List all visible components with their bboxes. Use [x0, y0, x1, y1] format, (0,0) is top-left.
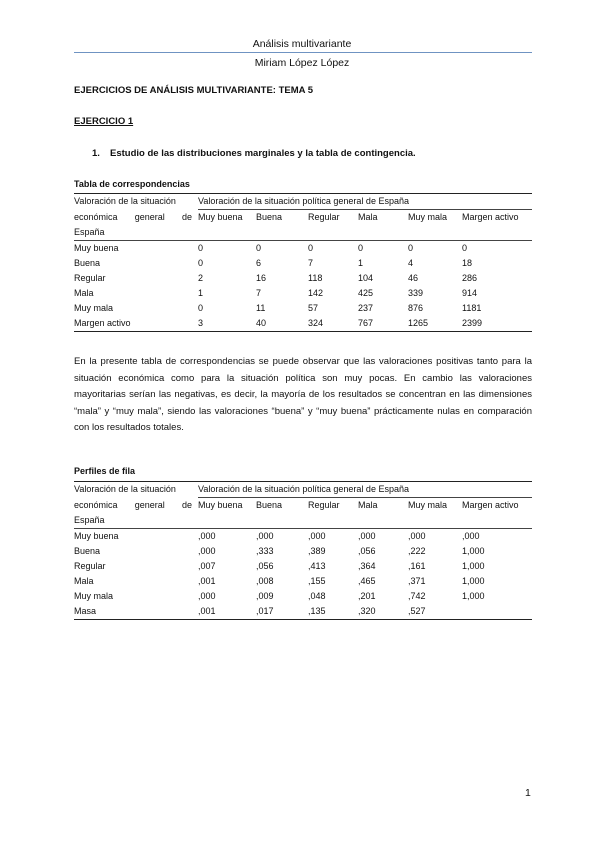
table-cell: 57 — [308, 303, 319, 313]
table-cell: ,371 — [408, 576, 426, 586]
table-cell: 339 — [408, 288, 424, 298]
running-header-title: Análisis multivariante — [252, 38, 352, 50]
table-cell: ,000 — [408, 529, 462, 545]
table-cell: 1,000 — [462, 561, 485, 571]
table-cell: ,000 — [462, 529, 532, 545]
table-cell: 11 — [256, 303, 266, 313]
row-label: Mala — [74, 288, 94, 298]
table-cell: 1,000 — [462, 591, 485, 601]
table-cell: ,000 — [198, 546, 216, 556]
column-header: Margen activo — [462, 500, 519, 510]
row-label: Buena — [74, 546, 101, 556]
table-row — [74, 286, 532, 301]
header-rule — [74, 52, 532, 53]
table-cell: 2399 — [462, 316, 532, 332]
column-header: Buena — [256, 500, 283, 510]
table-cell: 16 — [256, 273, 267, 283]
column-header: Muy buena — [198, 212, 243, 222]
table-row — [74, 271, 532, 286]
table-cell: ,465 — [358, 576, 376, 586]
table-cell: ,009 — [256, 591, 274, 601]
row-label: Masa — [74, 604, 198, 620]
row-label: Muy mala — [74, 591, 114, 601]
column-header: Mala — [358, 500, 378, 510]
table-cell: ,333 — [256, 546, 274, 556]
table-cell: ,007 — [198, 561, 216, 571]
table-cell: ,222 — [408, 546, 426, 556]
row-label: Buena — [74, 258, 101, 268]
table-row — [74, 559, 532, 574]
table-cell — [462, 604, 532, 620]
group-header: Valoración de la situación política general de España — [198, 194, 532, 210]
row-label: Regular — [74, 273, 106, 283]
table-cell: 40 — [256, 316, 308, 332]
table-row — [74, 604, 532, 620]
table-cell: 0 — [198, 241, 256, 257]
running-header-author: Miriam López López — [254, 57, 350, 69]
row-header-line-3: España — [74, 227, 105, 237]
row-header-line-1: Valoración de la situación — [74, 194, 198, 210]
table-cell: ,008 — [256, 576, 274, 586]
row-label: Muy buena — [74, 529, 198, 545]
table-cell: 1,000 — [462, 546, 485, 556]
table-cell: 286 — [462, 273, 478, 283]
table-cell: 6 — [256, 258, 262, 268]
table-cell: 0 — [408, 241, 462, 257]
row-header-line-3: España — [74, 515, 105, 525]
table-cell: 7 — [308, 258, 314, 268]
row-label: Margen activo — [74, 316, 198, 332]
table-cell: 237 — [358, 303, 374, 313]
row-label: Muy buena — [74, 241, 198, 257]
table-cell: 7 — [256, 288, 262, 298]
table-cell: 876 — [408, 303, 424, 313]
table-row — [74, 301, 532, 316]
table-cell: ,527 — [408, 604, 462, 620]
table-cell: ,001 — [198, 604, 256, 620]
table-cell: 0 — [198, 258, 204, 268]
table-cell: 118 — [308, 273, 323, 283]
table-row — [74, 589, 532, 604]
table-cell: ,364 — [358, 561, 376, 571]
table-cell: 2 — [198, 273, 204, 283]
list-item-text: Estudio de las distribuciones marginales y la tabla de contingencia. — [110, 148, 416, 159]
table-cell: ,201 — [358, 591, 376, 601]
column-header: Buena — [256, 212, 283, 222]
table-row — [74, 241, 532, 257]
table-cell: 46 — [408, 273, 419, 283]
list-item-number: 1. — [92, 148, 100, 159]
table-cell: ,000 — [308, 529, 358, 545]
table-cell: 3 — [198, 316, 256, 332]
table-row — [74, 574, 532, 589]
list-item-1 — [92, 148, 416, 159]
table-cell: 1181 — [462, 303, 482, 313]
column-header: Mala — [358, 212, 378, 222]
table-row — [74, 316, 532, 332]
table-cell: ,056 — [256, 561, 274, 571]
column-header: Margen activo — [462, 212, 519, 222]
table-cell: 1265 — [408, 316, 462, 332]
table-cell: ,389 — [308, 546, 326, 556]
table-row — [74, 544, 532, 559]
column-header: Muy mala — [408, 500, 448, 510]
table-cell: 18 — [462, 258, 473, 268]
table-cell: 4 — [408, 258, 414, 268]
table2-caption: Perfiles de fila — [74, 466, 136, 476]
table1-caption: Tabla de correspondencias — [74, 179, 190, 189]
table-cell: 0 — [462, 241, 532, 257]
row-header-line-1: Valoración de la situación — [74, 482, 198, 498]
table-cell: ,155 — [308, 576, 326, 586]
table-cell: ,413 — [308, 561, 326, 571]
table-cell: 0 — [256, 241, 308, 257]
document-title: EJERCICIOS DE ANÁLISIS MULTIVARIANTE: TEMA 5 — [74, 85, 314, 96]
group-header: Valoración de la situación política general de España — [198, 482, 532, 498]
table-cell: ,161 — [408, 561, 426, 571]
table-cell: ,017 — [256, 604, 308, 620]
table-cell: 0 — [308, 241, 358, 257]
row-label: Mala — [74, 576, 94, 586]
table-cell: 914 — [462, 288, 478, 298]
row-profiles-table — [74, 481, 532, 620]
table-cell: 1 — [358, 258, 364, 268]
table-cell: 142 — [308, 288, 324, 298]
table-cell: 767 — [358, 316, 408, 332]
table-cell: 0 — [198, 303, 204, 313]
row-header-line-2: económica general de — [74, 211, 192, 222]
table-cell: 324 — [308, 316, 358, 332]
column-header: Regular — [308, 212, 340, 222]
body-paragraph: En la presente tabla de correspondencias se puede observar que las valoraciones positivas tanto para la situación económica como para la situación política son muy pocas. En cambio las valoraciones mayoritarias serían las negativas, es decir, la mayoría de los resultados se concentran en las dimensiones “mala” y “muy mala”, siendo las valoraciones “buena” y “muy buena” prácticamente nulas en comparación con los resultados totales. — [74, 356, 532, 433]
page-number: 1 — [525, 787, 531, 799]
table-row — [74, 256, 532, 271]
table-cell: ,000 — [256, 529, 308, 545]
table-cell: ,001 — [198, 576, 216, 586]
row-label: Muy mala — [74, 303, 114, 313]
table-cell: 425 — [358, 288, 374, 298]
table-cell: 1,000 — [462, 576, 485, 586]
row-label: Regular — [74, 561, 106, 571]
table-cell: 1 — [198, 288, 204, 298]
correspondence-table — [74, 193, 532, 332]
column-header: Regular — [308, 500, 340, 510]
table-cell: ,000 — [358, 529, 408, 545]
table-row — [74, 529, 532, 545]
table-cell: ,000 — [198, 591, 216, 601]
table-cell: ,048 — [308, 591, 326, 601]
table-cell: ,056 — [358, 546, 376, 556]
column-header: Muy buena — [198, 500, 243, 510]
exercise-title: EJERCICIO 1 — [74, 116, 134, 127]
table-cell: ,000 — [198, 529, 256, 545]
table-cell: 0 — [358, 241, 408, 257]
column-header: Muy mala — [408, 212, 448, 222]
table-cell: 104 — [358, 273, 374, 283]
table-cell: ,135 — [308, 604, 358, 620]
table-cell: ,742 — [408, 591, 426, 601]
row-header-line-2: económica general de — [74, 499, 192, 510]
table-cell: ,320 — [358, 604, 408, 620]
